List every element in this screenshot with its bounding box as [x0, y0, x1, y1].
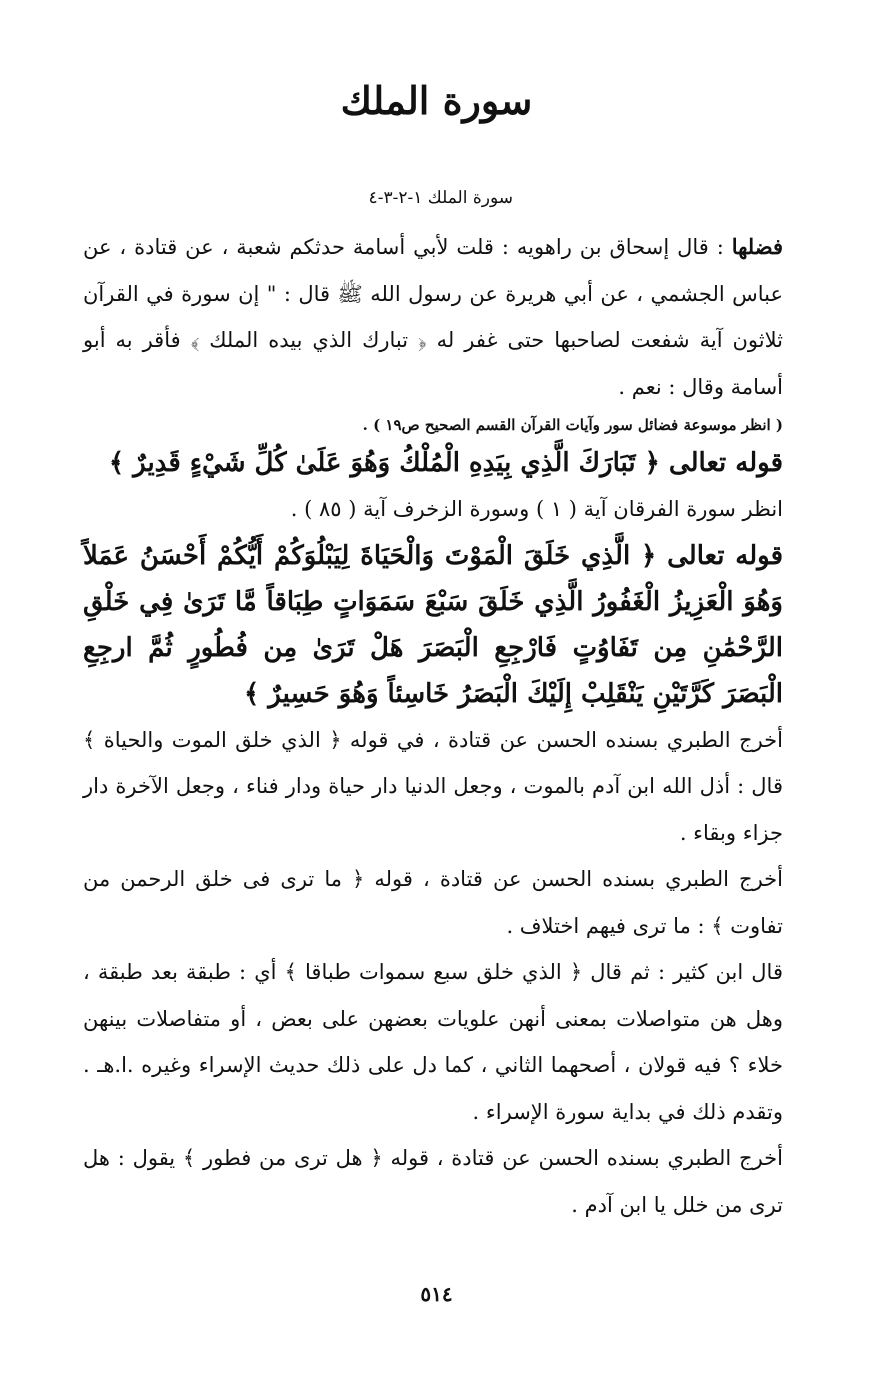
- text-body: [83, 224, 783, 1228]
- virtue-text: : قال إسحاق بن راهويه : قلت لأبي أسامة حدثكم شعبة ، عن قتادة ، عن عباس الجشمي ، عن أبي هريرة عن رسول الله ﷺ قال : " إن سورة في القرآن ثلاثون آية شفعت لصاحبها حتى غفر له ﴿ تبارك الذي بيده الملك ﴾ فأقر به أبو أسامة وقال : نعم .: [83, 235, 783, 399]
- tafsir-paragraph-2: أخرج الطبري بسنده الحسن عن قتادة ، قوله ﴿ ما ترى فى خلق الرحمن من تفاوت ﴾ : ما ترى فيهم اختلاف .: [83, 867, 783, 938]
- virtue-lead: فضلها: [731, 234, 783, 259]
- cross-reference: انظر سورة الفرقان آية ( ١ ) وسورة الزخرف آية ( ٨٥ ) .: [290, 497, 783, 521]
- reference-note: ( انظر موسوعة فضائل سور وآيات القرآن القسم الصحيح ص١٩ ) .: [362, 416, 783, 434]
- page-number: ٥١٤: [420, 1282, 453, 1306]
- section-subtitle: سورة الملك ١-٢-٣-٤: [368, 188, 513, 208]
- tafsir-paragraph-3: قال ابن كثير : ثم قال ﴿ الذي خلق سبع سموات طباقا ﴾ أي : طبقة بعد طبقة ، وهل هن متواصلات بمعنى أنهن علويات بعضهن على بعض ، أو متفاصلات بينهن خلاء ؟ فيه قولان ، أصحهما الثاني ، كما دل على ذلك حديث الإسراء وغيره .ا.هـ . وتقدم ذلك في بداية سورة الإسراء .: [83, 960, 783, 1124]
- tafsir-paragraph-4: أخرج الطبري بسنده الحسن عن قتادة ، قوله ﴿ هل ترى من فطور ﴾ يقول : هل ترى من خلل يا ابن آدم .: [83, 1146, 783, 1217]
- tafsir-paragraph-1: أخرج الطبري بسنده الحسن عن قتادة ، في قوله ﴿ الذي خلق الموت والحياة ﴾ قال : أذل الله ابن آدم بالموت ، وجعل الدنيا دار حياة ودار فناء ، وجعل الآخرة دار جزاء وبقاء .: [83, 727, 783, 845]
- verse-2: قوله تعالى ﴿ الَّذِي خَلَقَ الْمَوْتَ وَالْحَيَاةَ لِيَبْلُوَكُمْ أَيُّكُمْ أَحْسَنُ عَمَلاً وَهُوَ الْعَزِيزُ الْغَفُورُ الَّذِي خَلَقَ سَبْعَ سَمَوَاتٍ طِبَاقاً مَّا تَرَىٰ فِي خَلْقِ الرَّحْمَٰنِ مِن تَفَاوُتٍ فَارْجِعِ الْبَصَرَ هَلْ تَرَىٰ مِن فُطُورٍ ثُمَّ ارجِعِ الْبَصَرَ كَرَّتَيْنِ يَنْقَلِبْ إِلَيْكَ الْبَصَرُ خَاسِئاً وَهُوَ حَسِيرٌ ﴾: [83, 540, 783, 709]
- surah-title: سورة الملك: [340, 78, 533, 123]
- verse-1: قوله تعالى ﴿ تَبَارَكَ الَّذِي بِيَدِهِ الْمُلْكُ وَهُوَ عَلَىٰ كُلِّ شَيْءٍ قَدِيرٌ ﴾: [108, 448, 783, 478]
- virtue-paragraph: [83, 224, 783, 410]
